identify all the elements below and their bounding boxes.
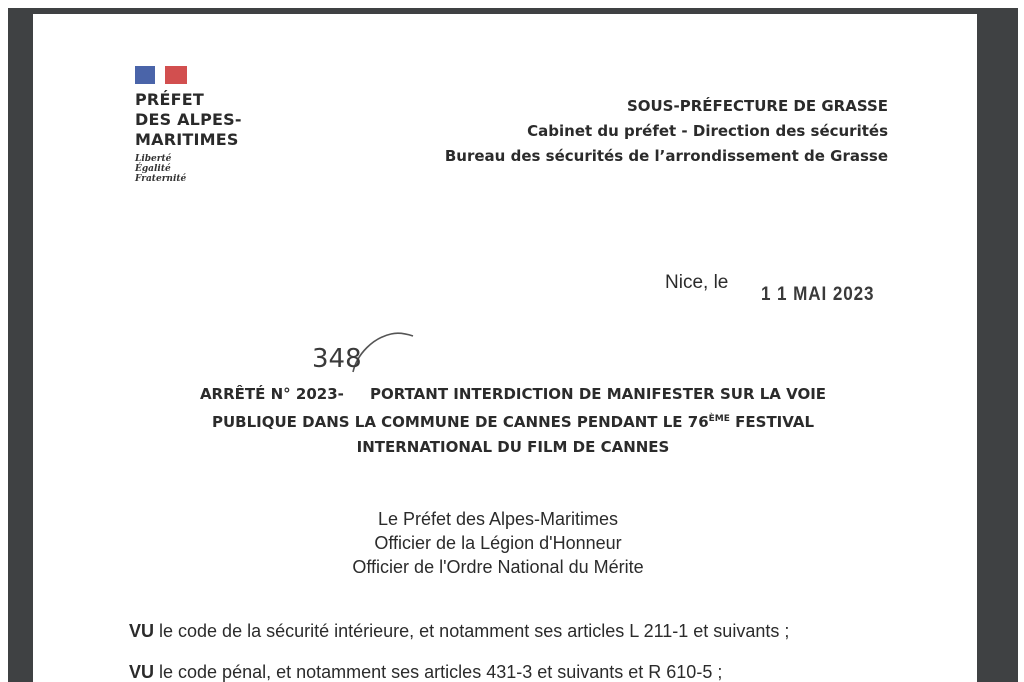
title-line: [153, 407, 873, 435]
motto-line: Liberté: [135, 154, 172, 164]
title-superscript: ÈME: [708, 414, 730, 424]
title-line: INTERNATIONAL DU FILM DE CANNES: [356, 438, 670, 456]
prefecture-name-line: MARITIMES: [135, 130, 239, 149]
consideration-item: [129, 621, 789, 642]
republic-motto: [135, 154, 242, 184]
prefect-line: Officier de l'Ordre National du Mérite: [352, 557, 644, 577]
office-line: Bureau des sécurités de l’arrondissement de Grasse: [444, 147, 888, 165]
window-frame-right: [976, 8, 1018, 682]
consideration-prefix: VU: [129, 662, 155, 682]
window-frame-left: [8, 8, 34, 682]
prefecture-name-line: PRÉFET: [135, 90, 204, 109]
prefecture-name-line: DES ALPES-: [135, 110, 242, 129]
office-line: SOUS-PRÉFECTURE DE GRASSE: [626, 97, 888, 115]
office-line: Cabinet du préfet - Direction des sécurités: [527, 122, 888, 140]
title-text: PUBLIQUE DANS LA COMMUNE DE CANNES PENDANT LE 76: [211, 413, 709, 431]
handwritten-decree-number: 348: [312, 344, 362, 374]
consideration-text: le code de la sécurité intérieure, et notamment ses articles L 211-1 et suivants ;: [154, 621, 790, 641]
title-line: ARRÊTÉ N° 2023- PORTANT INTERDICTION DE MANIFESTER SUR LA VOIE: [199, 385, 827, 403]
motto-line: Fraternité: [135, 174, 187, 184]
title-text: FESTIVAL: [729, 413, 815, 431]
prefecture-logo: [135, 66, 242, 184]
motto-line: Égalité: [135, 164, 171, 174]
date-stamp: 1 1 MAI 2023: [761, 284, 875, 305]
prefect-line: Le Préfet des Alpes-Maritimes: [377, 509, 619, 529]
consideration-item: [129, 662, 722, 682]
issuing-office: [445, 94, 888, 169]
prefect-block: [153, 507, 843, 579]
date-place: Nice, le: [665, 272, 729, 293]
consideration-text: le code pénal, et notamment ses articles 431-3 et suivants et R 610-5 ;: [154, 662, 723, 682]
decree-title: [153, 382, 873, 460]
prefecture-name: [135, 90, 242, 150]
tricolor-flag-icon: [135, 66, 187, 84]
prefect-line: Officier de la Légion d'Honneur: [374, 533, 622, 553]
consideration-prefix: VU: [129, 621, 155, 641]
document-page: [33, 14, 977, 682]
